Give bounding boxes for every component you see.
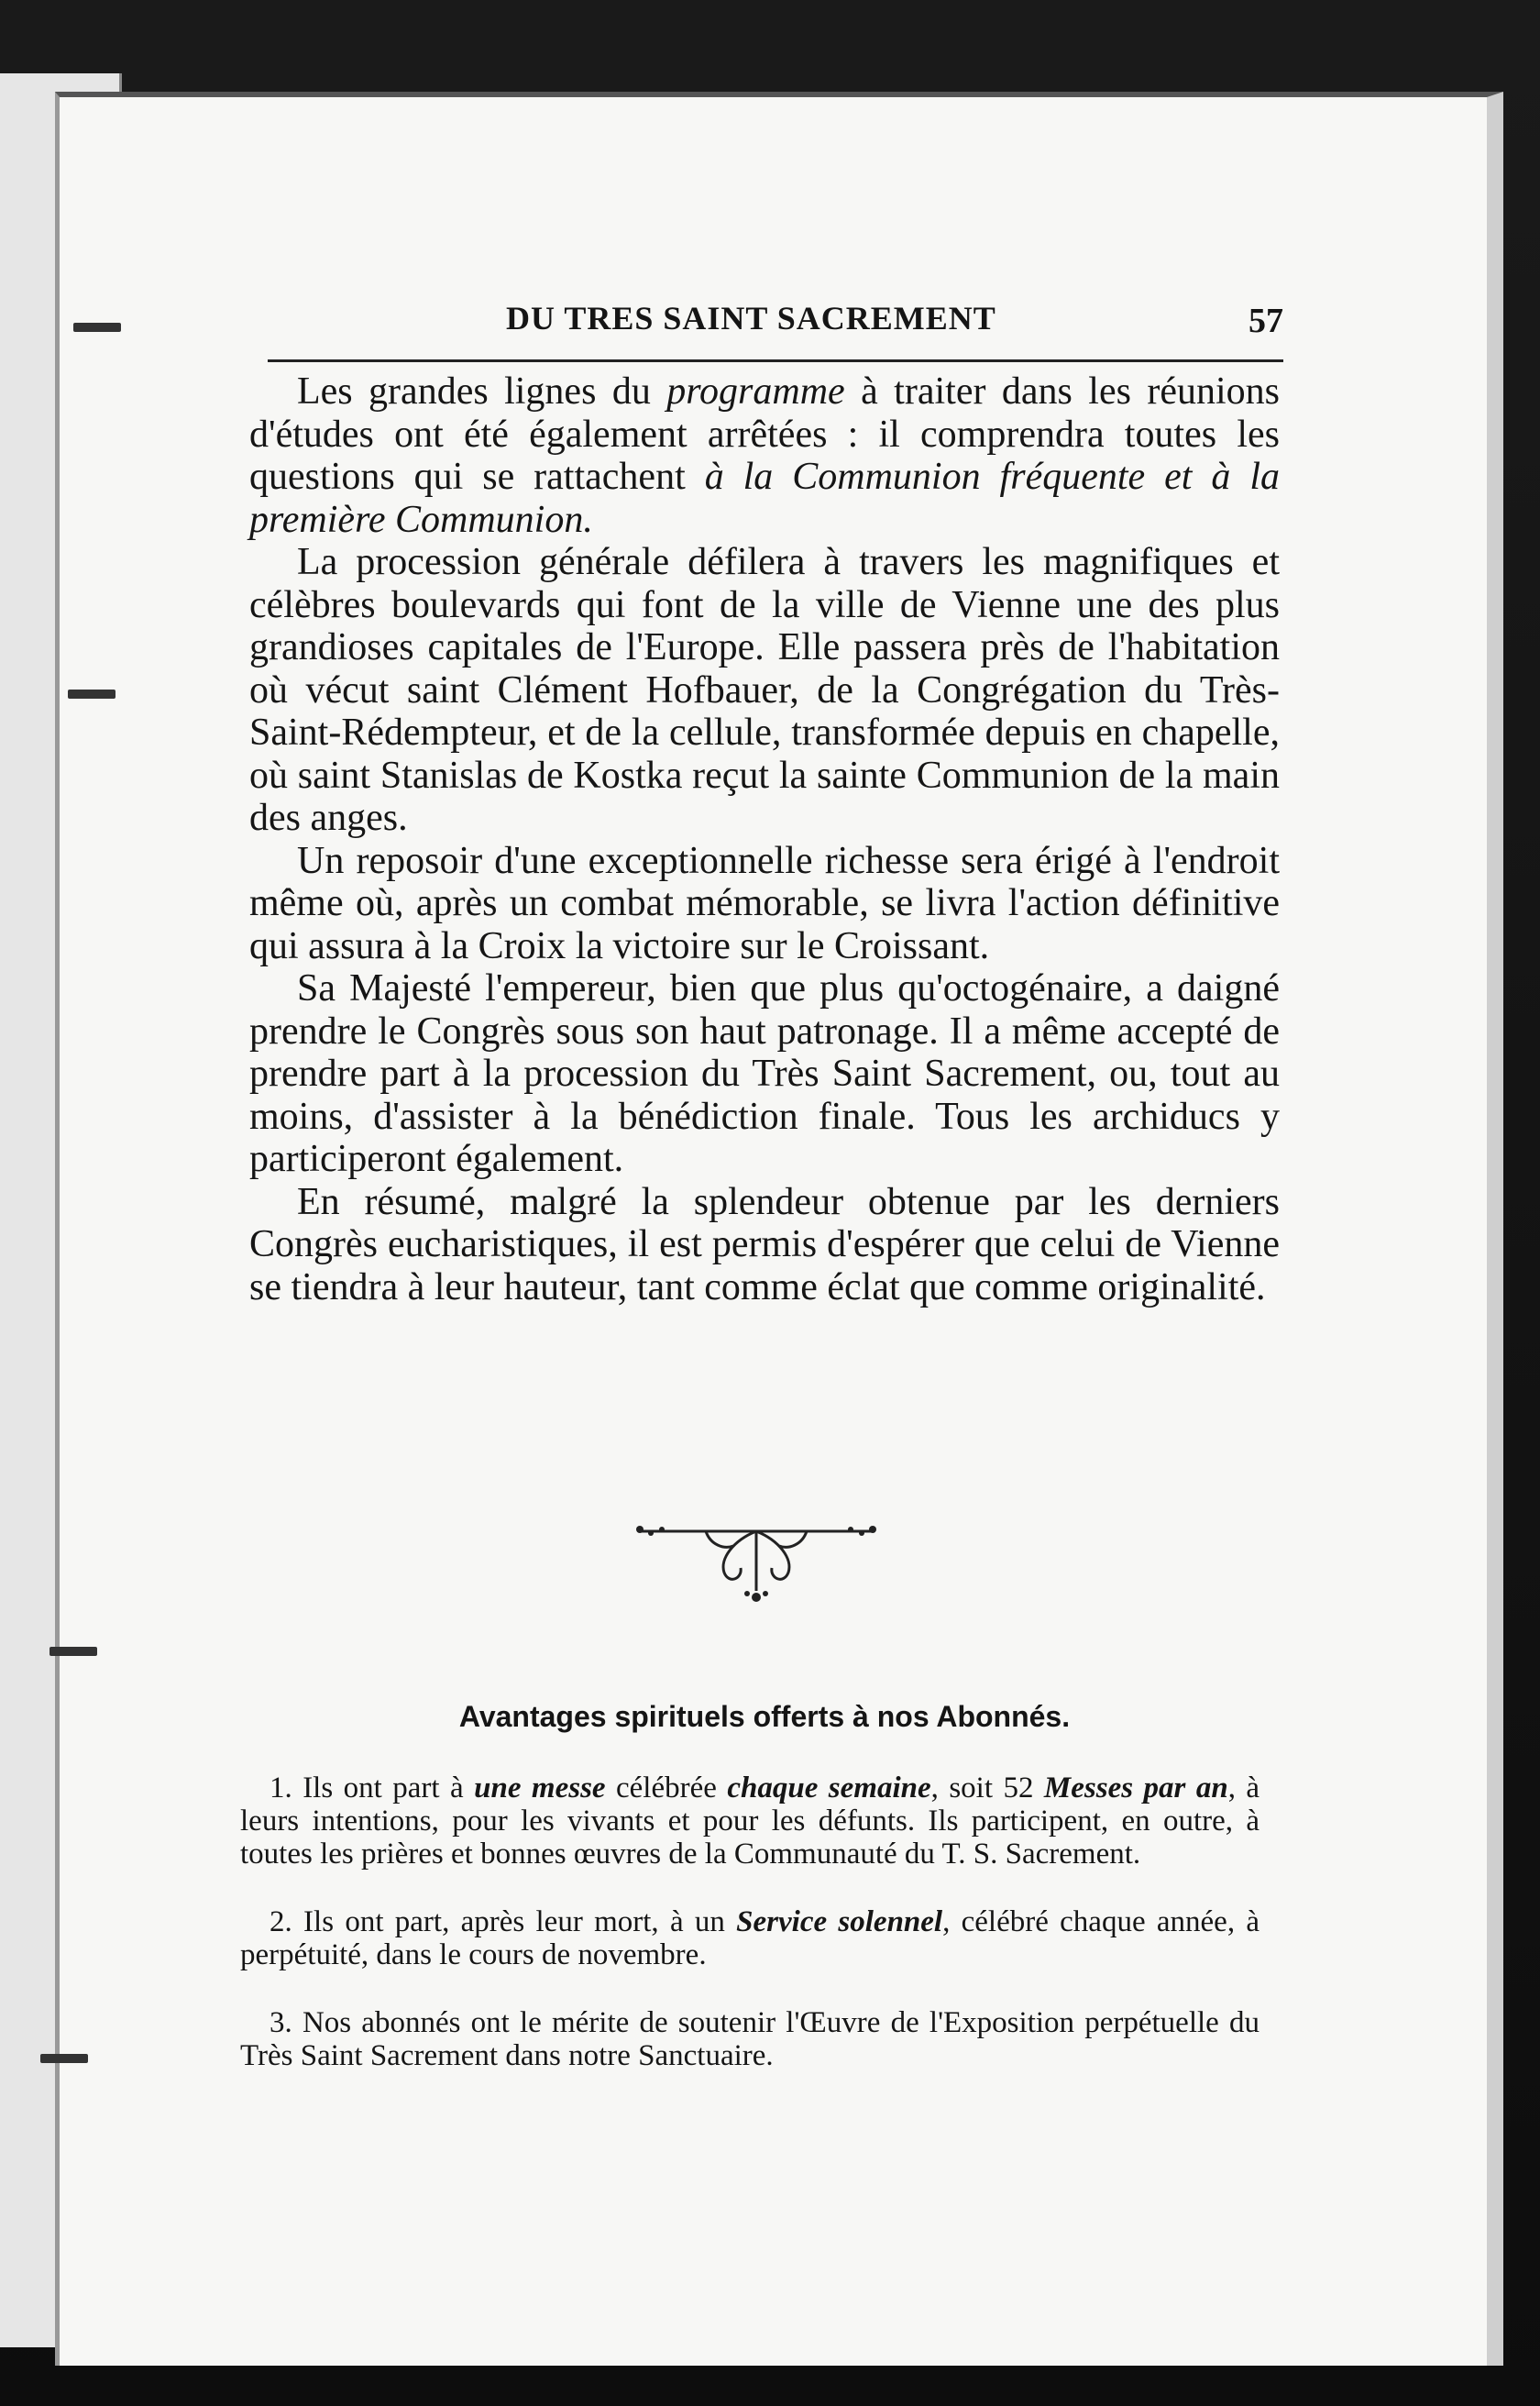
binding-stitch <box>50 1647 97 1656</box>
italic-run: Service solennel <box>736 1905 943 1938</box>
paragraph: Un reposoir d'une exceptionnelle richesse sera érigé à l'endroit même où, après un combat mémorable, se livra l'action définitive qui assura à la Croix la victoire sur le Croissant. <box>249 839 1280 967</box>
body-text <box>249 370 1280 1308</box>
binding-stitch <box>40 2054 88 2063</box>
page-header <box>268 299 1283 362</box>
italic-run: une messe <box>474 1771 606 1804</box>
italic-run: Messes par an <box>1043 1771 1228 1804</box>
text-run: célébrée <box>605 1771 728 1804</box>
text-run: , soit 52 <box>930 1771 1044 1804</box>
advantages-list <box>240 1771 1260 2107</box>
page-number: 57 <box>1248 302 1283 340</box>
text-run: à traiter dans les réunions d'études ont été également arrêtées : il comprendra toutes les questions qui se rattachent <box>249 370 1280 498</box>
text-run: , à leurs intentions, pour les vivants et pour les défunts. Ils participent, en outre, à toutes les prières et bonnes œuvres de la Communauté du T. S. Sacrement. <box>240 1771 1260 1871</box>
paragraph: Sa Majesté l'empereur, bien que plus qu'octogénaire, a daigné prendre le Congrès sous son haut patronage. Il a même accepté de prendre part à la procession du Très Saint Sacrement, ou, tout au moins, d'assister à la bénédiction finale. Tous les archiducs y participeront également. <box>249 967 1280 1180</box>
text-run: , célébré chaque année, à perpétuité, dans le cours de novembre. <box>240 1905 1260 1971</box>
list-item: 3. Nos abonnés ont le mérite de soutenir l'Œuvre de l'Exposition perpétuelle du Très Saint Sacrement dans notre Sanctuaire. <box>240 2006 1260 2072</box>
text-run: 2. Ils ont part, après leur mort, à un <box>270 1905 737 1938</box>
paragraph: La procession générale défilera à travers les magnifiques et célèbres boulevards qui font de la ville de Vienne une des plus grandioses capitales de l'Europe. Elle passera près de l'habitation où vécut saint Clément Hofbauer, de la Congrégation du Très-Saint-Rédempteur, et de la cellule, transformée depuis en chapelle, où saint Stanislas de Kostka reçut la sainte Communion de la main des anges. <box>249 541 1280 839</box>
section-title: Avantages spirituels offerts à nos Abonnés. <box>458 1700 1071 1733</box>
binding-stitch <box>73 323 121 332</box>
ornament-icon <box>632 1513 880 1614</box>
text-run: 1. Ils ont part à <box>270 1771 475 1804</box>
paragraph: En résumé, malgré la splendeur obtenue par les derniers Congrès eucharistiques, il est permis d'espérer que celui de Vienne se tiendra à leur hauteur, tant comme éclat que comme originalité. <box>249 1180 1280 1308</box>
italic-run: à la Communion fréquente et à la première Communion. <box>249 456 1280 541</box>
paragraph <box>249 370 1280 541</box>
running-title: DU TRES SAINT SACREMENT <box>506 300 996 337</box>
italic-run: programme <box>666 370 845 413</box>
italic-run: chaque semaine <box>727 1771 931 1804</box>
text-run: Les grandes lignes du <box>297 370 667 413</box>
binding-stitch <box>68 690 116 699</box>
list-item <box>240 1771 1260 1871</box>
list-item <box>240 1905 1260 1971</box>
